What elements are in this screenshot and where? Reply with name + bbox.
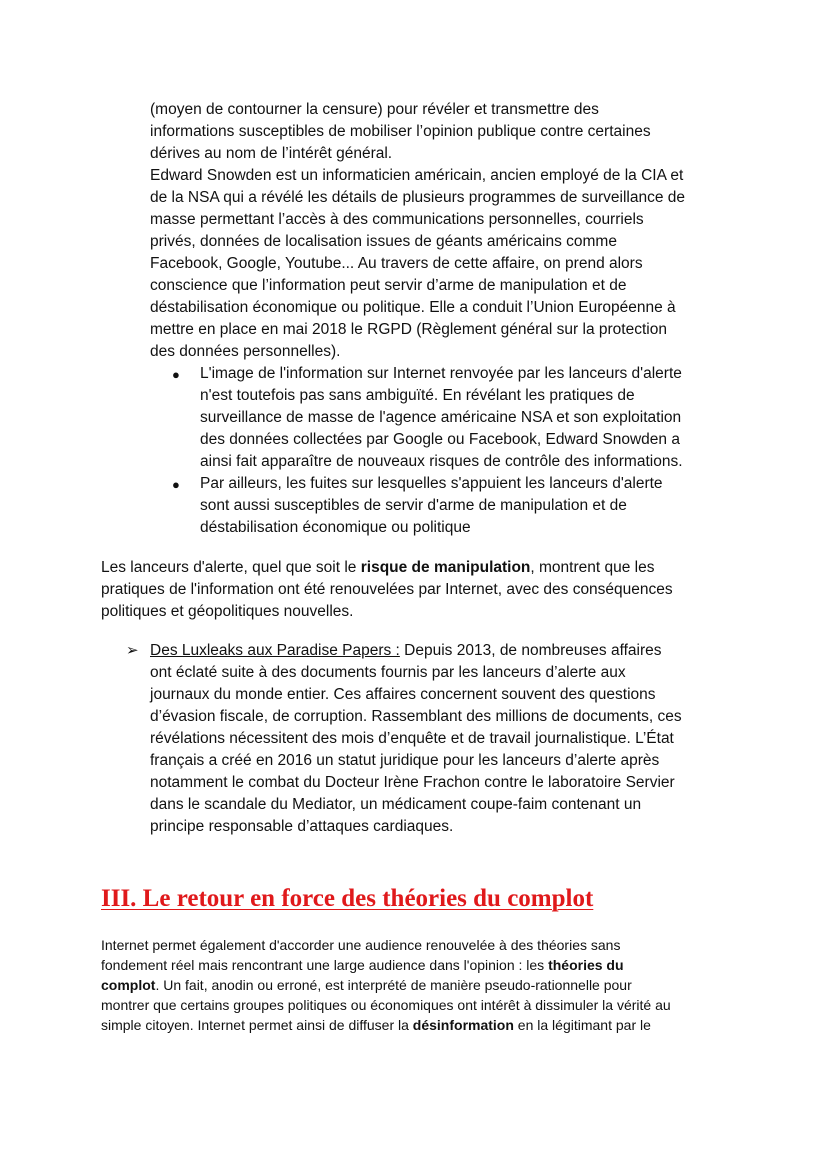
text-line: déstabilisation économique ou politique. Elle a conduit l’Union Européenne à bbox=[150, 299, 676, 316]
text-line: complot. Un fait, anodin ou erroné, est interprété de manière pseudo-rationnelle pour bbox=[101, 977, 632, 993]
bullet-line: L'image de l'information sur Internet renvoyée par les lanceurs d'alerte bbox=[200, 365, 682, 382]
text-line: ont éclaté suite à des documents fournis par les lanceurs d’alerte aux bbox=[150, 664, 626, 681]
text-line: simple citoyen. Internet permet ainsi de diffuser la désinformation en la légitimant par le bbox=[101, 1017, 651, 1033]
bullet-line: déstabilisation économique ou politique bbox=[200, 519, 471, 536]
text-line: dans le scandale du Mediator, un médicament coupe-faim contenant un bbox=[150, 796, 642, 813]
text-line: français a créé en 2016 un statut juridique pour les lanceurs d’alerte après bbox=[150, 752, 660, 769]
bold-term: complot bbox=[101, 977, 156, 993]
luxleaks-link[interactable]: Des Luxleaks aux Paradise Papers : bbox=[150, 642, 400, 659]
bullet-line: Par ailleurs, les fuites sur lesquelles s'appuient les lanceurs d'alerte bbox=[200, 475, 663, 492]
bullet-line: des données collectées par Google ou Facebook, Edward Snowden a bbox=[200, 431, 680, 448]
text-line: masse permettant l’accès à des communications personnelles, courriels bbox=[150, 211, 644, 228]
text-line: Les lanceurs d'alerte, quel que soit le risque de manipulation, montrent que les bbox=[101, 559, 655, 576]
bullet-icon: ● bbox=[172, 477, 180, 492]
text-line: Facebook, Google, Youtube... Au travers de cette affaire, on prend alors bbox=[150, 255, 643, 272]
text-line: principe responsable d’attaques cardiaques. bbox=[150, 818, 454, 835]
arrow-bullet-icon: ➢ bbox=[126, 642, 139, 659]
text-line: politiques et géopolitiques nouvelles. bbox=[101, 603, 354, 620]
text-line: révélations nécessitent des mois d’enquête et de travail journalistique. L’État bbox=[150, 730, 674, 747]
text-line: (moyen de contourner la censure) pour révéler et transmettre des bbox=[150, 101, 599, 118]
text-line: Edward Snowden est un informaticien américain, ancien employé de la CIA et bbox=[150, 167, 684, 184]
text-line: de la NSA qui a révélé les détails de plusieurs programmes de surveillance de bbox=[150, 189, 686, 206]
section-heading: III. Le retour en force des théories du complot bbox=[101, 885, 594, 912]
bold-term: risque de manipulation bbox=[360, 559, 531, 576]
bullet-line: n'est toutefois pas sans ambiguïté. En révélant les pratiques de bbox=[200, 387, 635, 404]
text-line: informations susceptibles de mobiliser l’opinion publique contre certaines bbox=[150, 123, 651, 140]
text-line: pratiques de l'information ont été renouvelées par Internet, avec des conséquences bbox=[101, 581, 673, 598]
text-line: privés, données de localisation issues de géants américains comme bbox=[150, 233, 617, 250]
bullet-icon: ● bbox=[172, 367, 180, 382]
bullet-line: surveillance de masse de l'agence américaine NSA et son exploitation bbox=[200, 409, 682, 426]
text-line: Des Luxleaks aux Paradise Papers : Depuis 2013, de nombreuses affaires bbox=[150, 642, 662, 659]
text-line: notamment le combat du Docteur Irène Frachon contre le laboratoire Servier bbox=[150, 774, 675, 791]
text-line: conscience que l’information peut servir d’arme de manipulation et de bbox=[150, 277, 627, 294]
text-line: dérives au nom de l’intérêt général. bbox=[150, 145, 393, 162]
bullet-line: sont aussi susceptibles de servir d'arme de manipulation et de bbox=[200, 497, 627, 514]
text-line: montrer que certains groupes politiques ou économiques ont intérêt à dissimuler la vérité au bbox=[101, 997, 671, 1013]
bullet-line: ainsi fait apparaître de nouveaux risques de contrôle des informations. bbox=[200, 453, 683, 470]
text-line: journaux du monde entier. Ces affaires concernent souvent des questions bbox=[150, 686, 656, 703]
text-line: d’évasion fiscale, de corruption. Rassemblant des millions de documents, ces bbox=[150, 708, 682, 725]
text-line: des données personnelles). bbox=[150, 343, 341, 360]
text-line: Internet permet également d'accorder une audience renouvelée à des théories sans bbox=[101, 937, 621, 953]
bold-term: théories du bbox=[548, 957, 624, 973]
text-line: fondement réel mais rencontrant une large audience dans l'opinion : les théories du bbox=[101, 957, 624, 973]
bold-term: désinformation bbox=[412, 1017, 514, 1033]
text-line: mettre en place en mai 2018 le RGPD (Règlement général sur la protection bbox=[150, 321, 667, 338]
